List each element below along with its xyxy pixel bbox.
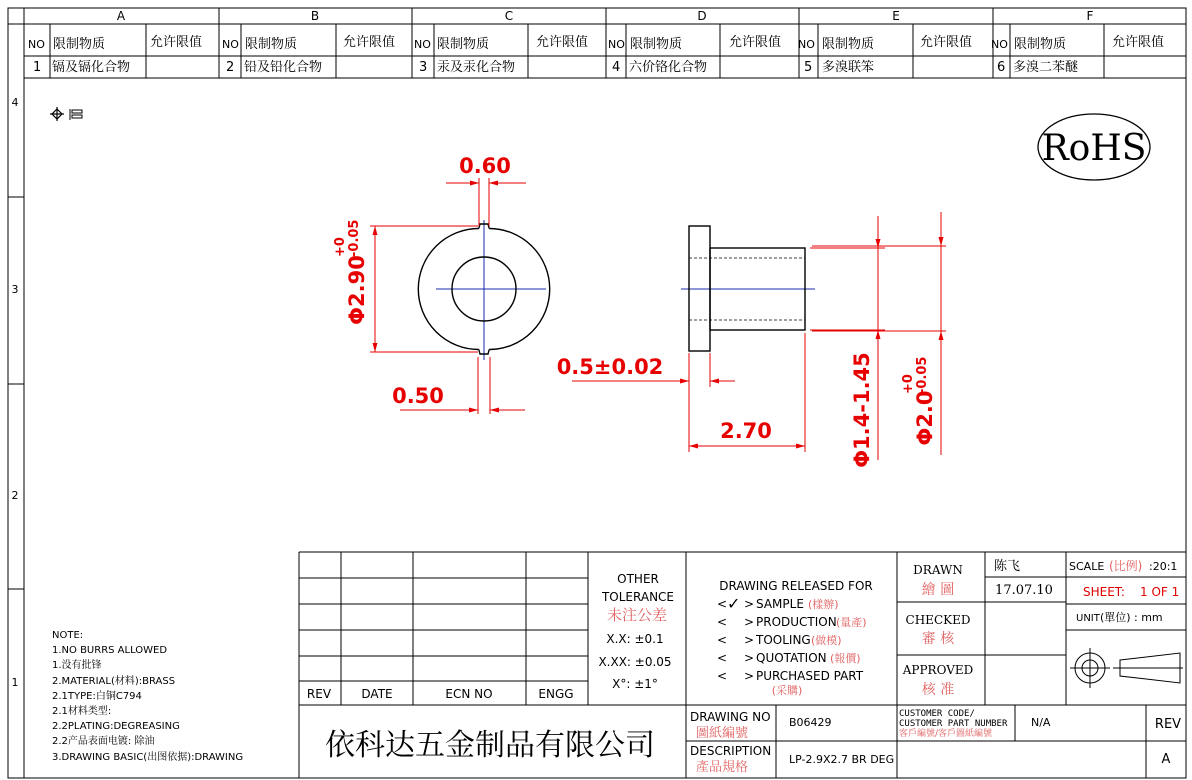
- notes-block: [52, 630, 243, 763]
- zone-col-e: E: [892, 9, 900, 23]
- rohs-item-substance: 多溴二苯醚: [1013, 60, 1079, 75]
- scale-block: [1069, 558, 1179, 624]
- rohs-header-limit: 允许限值: [536, 35, 589, 50]
- note-line: 1.没有批锋: [52, 660, 102, 671]
- unit-value: : mm: [1134, 611, 1163, 624]
- drawing-number-block: [690, 709, 1181, 767]
- zone-row-3: 3: [11, 283, 19, 296]
- drawn-date: 17.07.10: [995, 583, 1053, 598]
- rohs-item-substance: 多溴联笨: [822, 60, 875, 75]
- rohs-mark: [1038, 114, 1150, 180]
- release-option: [717, 669, 864, 697]
- tolerance-title-1: OTHER: [617, 572, 659, 586]
- layer-list-icon: [70, 109, 82, 120]
- date-header: DATE: [361, 687, 393, 701]
- rohs-header-no: NO: [608, 38, 625, 51]
- release-option-label: PURCHASED PART: [756, 669, 864, 683]
- rohs-item-no: 6: [997, 60, 1006, 75]
- engg-header: ENGG: [538, 687, 574, 701]
- zone-column-labels: [117, 9, 1094, 23]
- revision-table: [307, 687, 574, 701]
- description-label-cn: 產品規格: [696, 760, 749, 775]
- drawn-label-cn: 繪 圖: [921, 582, 955, 598]
- note-line: NOTE:: [52, 630, 84, 641]
- rohs-header-substance: 限制物质: [53, 37, 106, 52]
- zone-col-c: C: [504, 9, 514, 23]
- rohs-header-no: NO: [798, 38, 815, 51]
- release-option-label: QUOTATION: [756, 651, 827, 665]
- rohs-item-substance: 汞及汞化合物: [437, 60, 516, 75]
- sheet-frame: [8, 8, 1186, 778]
- svg-text:>: >: [744, 669, 755, 683]
- rohs-header-no: NO: [222, 38, 239, 51]
- zone-row-4: 4: [11, 96, 19, 109]
- unit-label-cn: (單位): [1100, 611, 1131, 624]
- drawing-no-label: DRAWING NO: [690, 710, 771, 724]
- approved-label: APPROVED: [902, 663, 974, 677]
- svg-text:<: <: [717, 651, 728, 665]
- rohs-header-substance: 限制物质: [822, 37, 875, 52]
- release-option: [717, 594, 839, 613]
- rohs-item-no: 3: [419, 60, 428, 75]
- dim-outer-diameter: Φ2.0: [913, 390, 937, 446]
- customer-code-value: N/A: [1031, 716, 1051, 729]
- tolerance-angle: X°: ±1°: [612, 677, 658, 691]
- customer-code-label: CUSTOMER CODE/: [899, 709, 975, 719]
- tolerance-xxx: X.XX: ±0.05: [598, 655, 672, 669]
- side-view: [681, 226, 815, 351]
- svg-text:>: >: [744, 633, 755, 647]
- check-mark-icon: ✓: [727, 594, 741, 613]
- zone-row-1: 1: [11, 676, 19, 689]
- zone-col-a: A: [116, 9, 126, 23]
- first-angle-projection-icon: [1070, 648, 1183, 688]
- release-option-label: TOOLING: [756, 633, 811, 647]
- release-option-label-cn: (采購): [771, 684, 803, 697]
- zone-col-f: F: [1086, 9, 1094, 23]
- rohs-header-limit: 允许限值: [343, 35, 396, 50]
- svg-text:<: <: [717, 669, 728, 683]
- tolerance-block: [598, 572, 674, 691]
- rohs-header-substance: 限制物质: [630, 37, 683, 52]
- note-line: 1.NO BURRS ALLOWED: [52, 645, 168, 656]
- rohs-item-no: 5: [804, 60, 813, 75]
- dim-width-bottom: 0.50: [392, 384, 444, 408]
- rohs-header-no: NO: [28, 38, 45, 51]
- note-line: 2.MATERIAL(材料):BRASS: [52, 676, 176, 687]
- svg-text:<: <: [717, 633, 728, 647]
- tolerance-title-cn: 未注公差: [606, 606, 668, 624]
- rohs-table: [24, 24, 1186, 78]
- release-option-label-cn: (樣辦): [808, 598, 839, 611]
- note-line: 2.2产品表面电镀: 除油: [52, 736, 155, 747]
- note-line: 2.1材料类型:: [52, 706, 112, 717]
- drawn-label: DRAWN: [913, 563, 963, 577]
- drawn-by: 陈飞: [993, 559, 1021, 574]
- release-option: [717, 615, 867, 629]
- release-option-label-cn: (做模): [811, 634, 842, 647]
- dim-flange-thickness: 0.5±0.02: [556, 355, 664, 379]
- zone-col-b: B: [310, 9, 320, 23]
- rohs-item-no: 2: [226, 60, 235, 75]
- dim-outer-diameter-tol-lower: -0.05: [915, 356, 930, 394]
- scale-label: SCALE: [1069, 560, 1105, 573]
- svg-text:<: <: [717, 597, 728, 611]
- approved-label-cn: 核 准: [921, 682, 955, 698]
- svg-text:>: >: [744, 615, 755, 629]
- rohs-mark-text: RoHS: [1041, 128, 1147, 169]
- rohs-item-substance: 镉及镉化合物: [52, 60, 131, 75]
- description-block: [690, 744, 894, 775]
- description-value: LP-2.9X2.7 BR DEG: [789, 753, 895, 766]
- rohs-header-limit: 允许限值: [920, 35, 973, 50]
- dim-diameter-left-tol-lower: -0.05: [347, 219, 362, 257]
- dim-diameter-left: Φ2.90: [345, 255, 369, 325]
- rohs-header-substance: 限制物质: [437, 37, 490, 52]
- dim-outer-diameter-tol-upper: +0: [901, 374, 916, 394]
- checked-label: CHECKED: [905, 613, 971, 627]
- front-view: [418, 220, 549, 360]
- release-option: [717, 633, 842, 647]
- sheet-value: 1 OF 1: [1140, 585, 1180, 599]
- zone-row-2: 2: [11, 489, 19, 502]
- release-title: DRAWING RELEASED FOR: [719, 579, 873, 593]
- unit-label: UNIT: [1076, 613, 1100, 624]
- rohs-item-no: 1: [33, 60, 42, 75]
- dim-length: 2.70: [720, 419, 772, 443]
- company-name: 依科达五金制品有限公司: [325, 728, 655, 763]
- dimension-labels: [333, 154, 937, 468]
- release-block: [717, 579, 873, 697]
- datum-target-icon: [50, 107, 64, 121]
- tolerance-xx: X.X: ±0.1: [606, 632, 664, 646]
- ecn-header: ECN NO: [445, 687, 493, 701]
- rev-header: REV: [306, 687, 332, 701]
- rohs-item-no: 4: [612, 60, 621, 75]
- rohs-header-no: NO: [991, 38, 1008, 51]
- tolerance-title-2: TOLERANCE: [601, 590, 675, 604]
- drawing-no-value: B06429: [789, 716, 832, 729]
- release-option-label: PRODUCTION: [756, 615, 837, 629]
- rohs-header-limit: 允许限值: [150, 35, 203, 50]
- release-option-label-cn: (量產): [836, 616, 867, 629]
- dim-inner-diameter: Φ1.4-1.45: [850, 352, 874, 468]
- rohs-header-limit: 允许限值: [729, 35, 782, 50]
- release-option: [717, 651, 861, 665]
- rohs-header-substance: 限制物质: [1014, 37, 1067, 52]
- checked-label-cn: 審 核: [921, 631, 955, 647]
- rev-value: A: [1161, 752, 1171, 767]
- rohs-item-substance: 铅及铅化合物: [244, 60, 323, 75]
- note-line: 2.2PLATING:DEGREASING: [52, 721, 180, 732]
- rohs-header-no: NO: [414, 38, 431, 51]
- scale-value: :20:1: [1149, 560, 1178, 573]
- sheet-label: SHEET:: [1083, 585, 1125, 599]
- drawing-no-label-cn: 圖紙編號: [696, 726, 749, 741]
- zone-col-d: D: [697, 9, 707, 23]
- svg-text:>: >: [744, 651, 755, 665]
- dim-diameter-left-tol-upper: +0: [333, 237, 348, 257]
- rohs-header-limit: 允许限值: [1112, 35, 1165, 50]
- note-line: 3.DRAWING BASIC(出图依据):DRAWING: [52, 752, 244, 763]
- scale-label-cn: (比例): [1109, 559, 1143, 573]
- zone-row-labels: [12, 96, 19, 689]
- release-option-label-cn: (報價): [830, 652, 861, 665]
- customer-part-number-label: CUSTOMER PART NUMBER: [899, 719, 1008, 729]
- signoff-block: [902, 559, 1053, 698]
- rev-label: REV: [1154, 717, 1182, 732]
- svg-text:<: <: [717, 615, 728, 629]
- svg-text:>: >: [744, 597, 755, 611]
- dim-width-top: 0.60: [459, 154, 511, 178]
- release-option-label: SAMPLE: [756, 597, 804, 611]
- rohs-item-substance: 六价铬化合物: [629, 60, 708, 75]
- customer-code-label-cn: 客戶編號/客戶圖紙編號: [899, 729, 993, 739]
- description-label: DESCRIPTION: [690, 744, 772, 758]
- note-line: 2.1TYPE:白铜C794: [52, 691, 142, 702]
- rohs-header-substance: 限制物质: [245, 37, 298, 52]
